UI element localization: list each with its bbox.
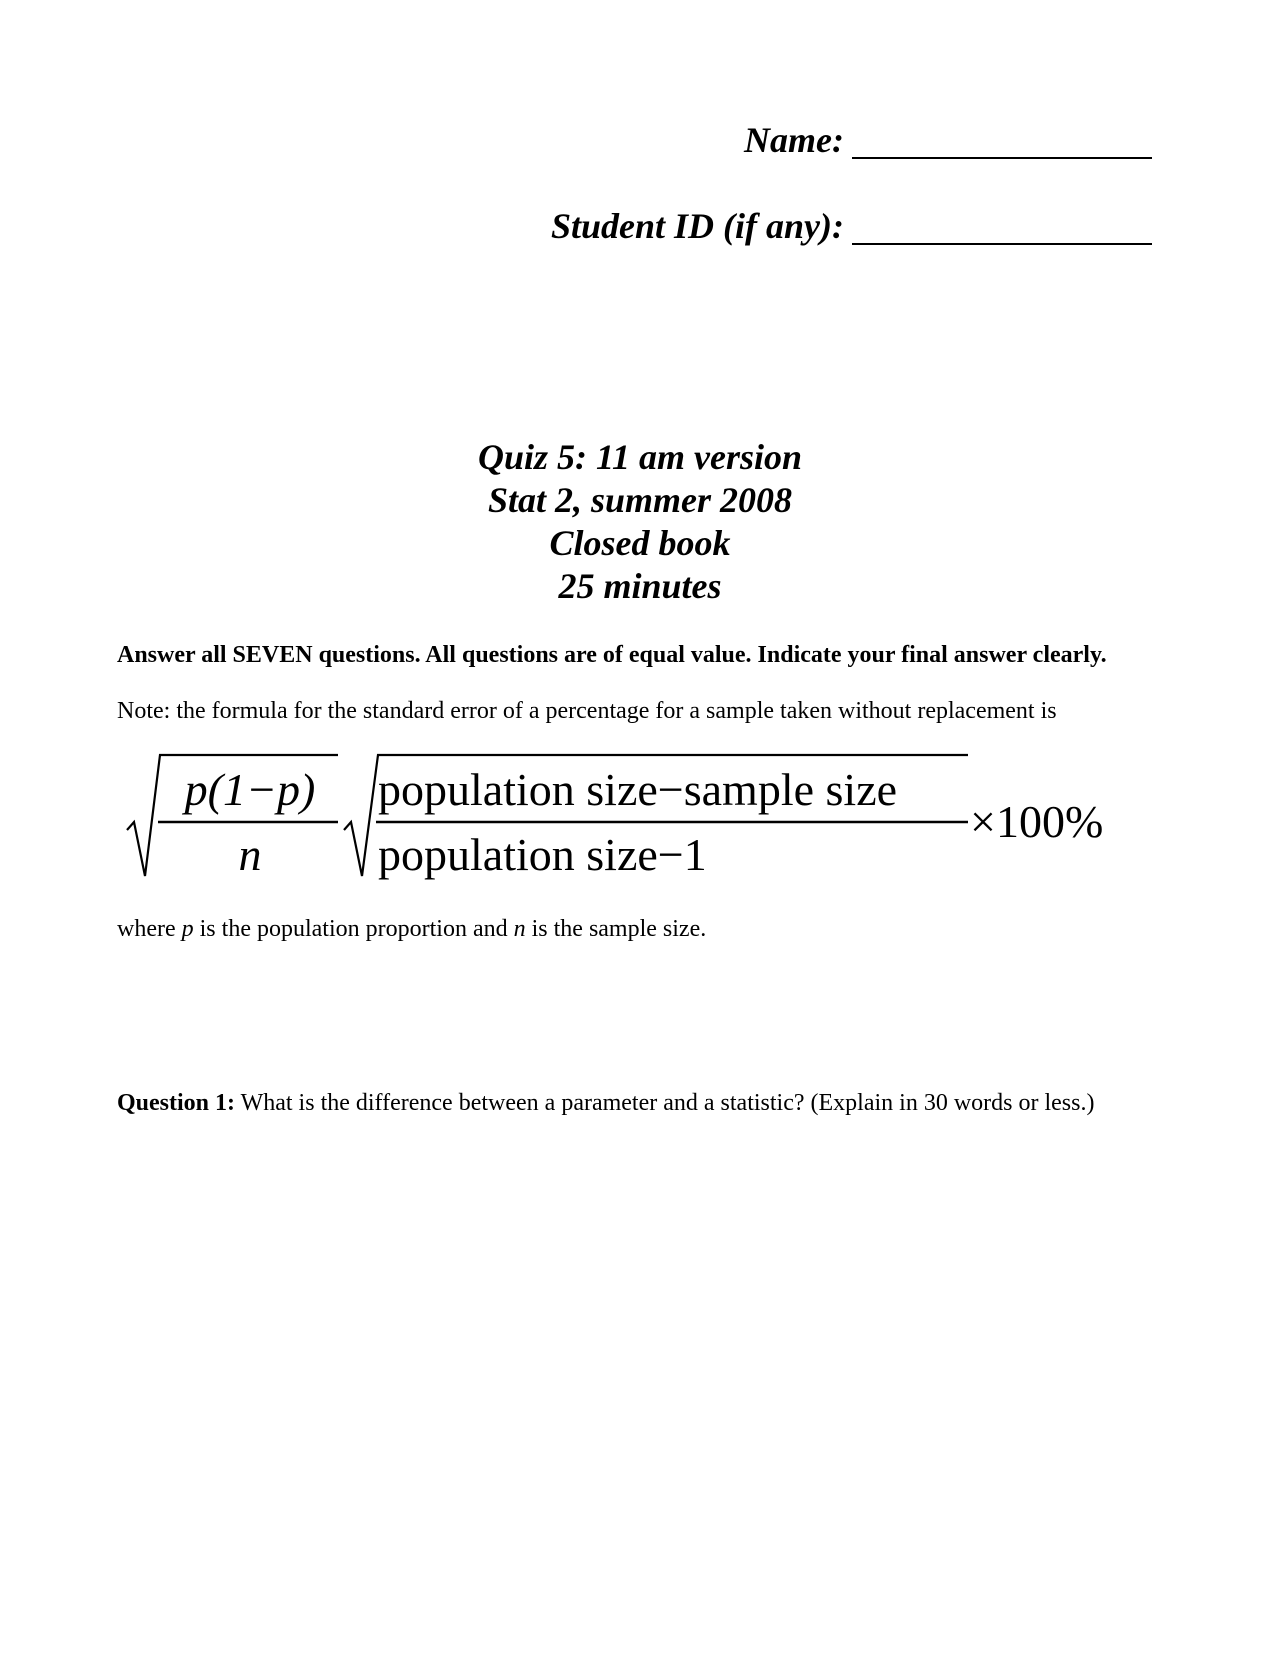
where-var-p: p — [181, 916, 194, 942]
student-id-label: Student ID (if any): — [550, 206, 844, 246]
book-policy-line: Closed book — [549, 523, 731, 563]
instructions-text: Answer all SEVEN questions. All questions are of equal value. Indicate your final answer clearly. — [117, 642, 1107, 668]
where-text-2: is the population proportion and — [193, 916, 514, 942]
question-1-text: What is the difference between a parameter and a statistic? (Explain in 30 words or less.) — [235, 1090, 1095, 1116]
fraction2-denominator: population size−1 — [378, 829, 707, 880]
duration-line: 25 minutes — [558, 566, 722, 606]
question-1-label: Question 1: — [117, 1090, 236, 1116]
formula-variable-explanation — [117, 914, 706, 944]
where-text-3: is the sample size. — [525, 916, 707, 942]
name-blank-line[interactable] — [852, 157, 1152, 159]
fraction2-numerator: population size−sample size — [378, 764, 898, 815]
radical-sign-2 — [344, 755, 968, 876]
question-1 — [117, 1088, 1094, 1118]
name-label: Name: — [744, 120, 844, 160]
formula-note: Note: the formula for the standard error of a percentage for a sample taken without replacement is — [117, 698, 1057, 724]
fraction1-numerator: p(1−p) — [184, 764, 316, 815]
formula-multiplier: ×100% — [970, 796, 1104, 847]
student-id-blank-line[interactable] — [852, 243, 1152, 245]
course-line: Stat 2, summer 2008 — [487, 480, 793, 520]
where-text-1: where — [117, 916, 182, 942]
where-var-n: n — [513, 916, 526, 942]
quiz-title: Quiz 5: 11 am version — [477, 437, 803, 477]
radical-sign-1 — [127, 755, 338, 876]
quiz-title-block — [0, 436, 1280, 608]
fraction1-denominator: n — [238, 829, 262, 880]
